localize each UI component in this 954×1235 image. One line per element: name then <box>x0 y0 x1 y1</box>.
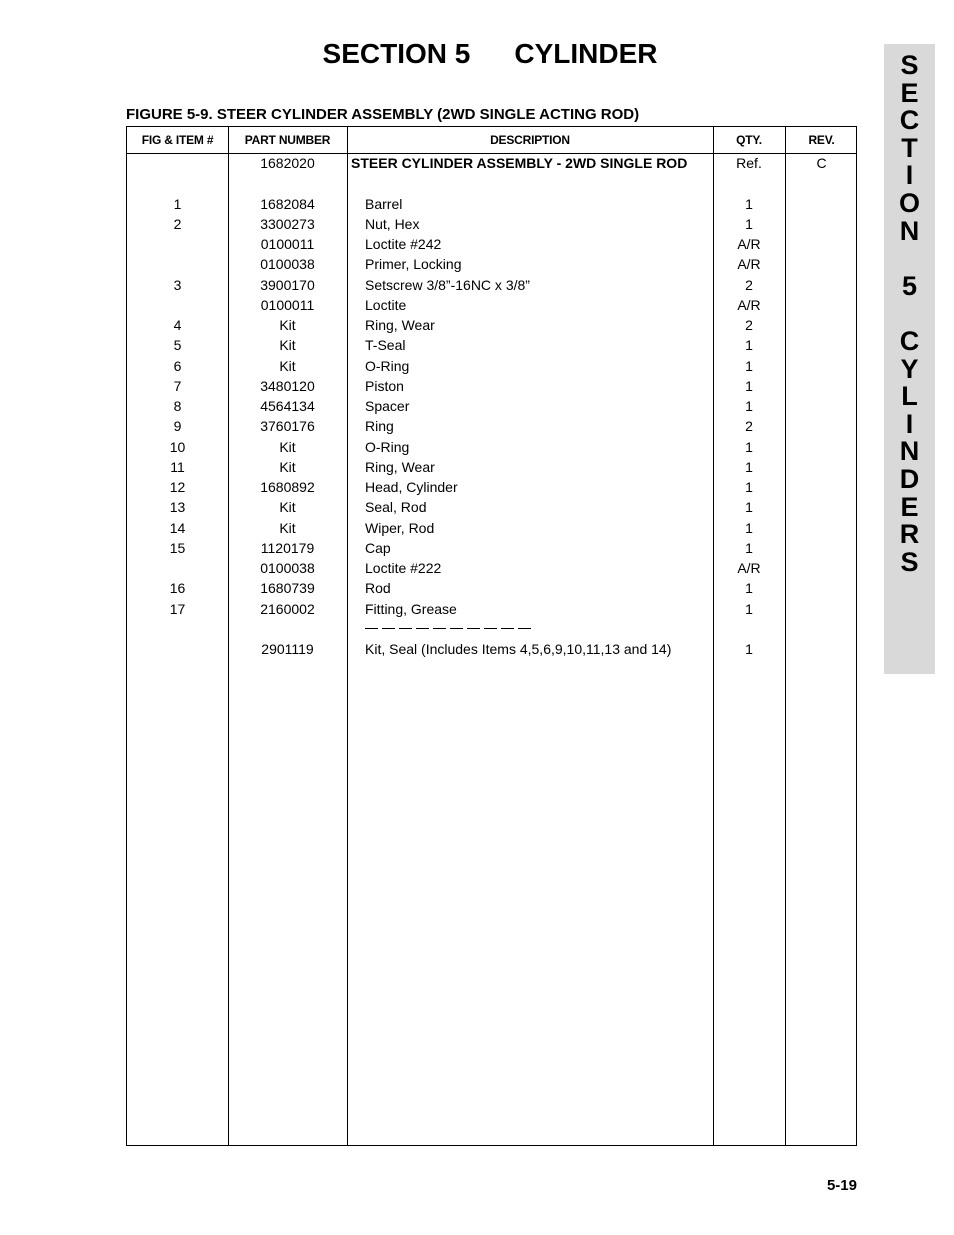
cell-qty: 1 <box>745 600 753 617</box>
cell-item: 10 <box>169 438 186 455</box>
cell-description: Fitting, Grease <box>365 600 457 617</box>
cell-qty: 1 <box>745 580 753 597</box>
cell-qty: 1 <box>745 499 753 516</box>
cell-part-number: 3900170 <box>260 276 315 293</box>
side-tab-letter: E <box>900 77 919 108</box>
cell-part-number: Kit <box>279 499 296 516</box>
dash-segment <box>450 628 463 629</box>
cell-description: Primer, Locking <box>365 256 462 273</box>
cell-qty: A/R <box>737 256 761 273</box>
cell-item: 4 <box>173 317 182 333</box>
cell-part-number: 1682020 <box>260 155 315 171</box>
cell-item: 15 <box>169 539 186 556</box>
side-tab-letter: E <box>900 491 919 522</box>
cell-item: 3 <box>173 276 182 293</box>
dash-segment <box>501 628 514 629</box>
table-row <box>127 479 858 499</box>
side-tab-letter: O <box>898 187 920 218</box>
cell-item: 8 <box>173 398 182 414</box>
cell-part-number: 0100038 <box>260 560 315 576</box>
section-label: SECTION 5 <box>322 38 471 69</box>
cell-qty: 1 <box>745 215 753 232</box>
parts-table <box>126 126 857 1146</box>
cell-description: Loctite #242 <box>365 236 442 252</box>
section-name: CYLINDER <box>514 38 658 69</box>
column-header-part-number: PART NUMBER <box>244 133 331 147</box>
cell-part-number: 0100011 <box>260 296 315 313</box>
cell-part-number: Kit <box>279 438 296 455</box>
cell-item: 7 <box>173 377 182 394</box>
side-tab-letter: I <box>905 408 914 439</box>
cell-qty: A/R <box>737 560 761 576</box>
cell-part-number: 1680892 <box>260 479 315 495</box>
cell-item: 17 <box>169 600 186 617</box>
cell-part-number: 2901119 <box>261 641 314 657</box>
side-tab-letter <box>884 245 935 273</box>
column-header-description: DESCRIPTION <box>490 133 570 147</box>
cell-description: Head, Cylinder <box>365 479 458 495</box>
cell-part-number: Kit <box>279 458 296 475</box>
cell-qty: 2 <box>745 276 753 293</box>
cell-part-number: 3760176 <box>260 418 315 435</box>
side-tab-letter: I <box>905 160 914 191</box>
cell-description: Barrel <box>365 195 403 212</box>
table-row <box>127 439 858 459</box>
cell-item: 16 <box>169 580 186 597</box>
cell-qty: 1 <box>745 357 753 374</box>
cell-part-number: Kit <box>279 337 296 354</box>
table-row <box>127 560 858 580</box>
dash-segment <box>467 628 480 629</box>
side-tab-letter: S <box>900 546 919 577</box>
table-row <box>127 621 858 641</box>
section-side-tab <box>884 44 935 674</box>
side-tab-letter: L <box>901 381 918 412</box>
cell-part-number: 1680739 <box>260 580 315 597</box>
table-row <box>127 196 858 216</box>
cell-qty: 1 <box>745 337 753 354</box>
cell-description: Nut, Hex <box>365 215 420 232</box>
cell-qty: A/R <box>737 236 761 252</box>
cell-item: 13 <box>169 499 186 516</box>
cell-qty: Ref. <box>736 155 762 171</box>
side-tab-letter <box>884 300 935 328</box>
cell-description: T-Seal <box>365 337 406 354</box>
table-row <box>127 641 858 661</box>
side-tab-letter: 5 <box>901 270 918 301</box>
cell-description: Spacer <box>365 398 410 414</box>
table-row <box>127 277 858 297</box>
table-row <box>127 418 858 438</box>
dash-segment <box>416 628 429 629</box>
cell-description: O-Ring <box>365 438 410 455</box>
table-row <box>127 216 858 236</box>
cell-item: 11 <box>170 458 185 475</box>
cell-part-number: 0100011 <box>260 236 315 252</box>
table-row <box>127 540 858 560</box>
cell-item: 9 <box>173 418 182 435</box>
figure-title: FIGURE 5-9. STEER CYLINDER ASSEMBLY (2WD SINGLE ACTING ROD) <box>126 106 640 123</box>
table-row <box>127 499 858 519</box>
cell-description: Ring, Wear <box>365 458 435 475</box>
table-row <box>127 398 858 418</box>
cell-item: 1 <box>173 195 182 212</box>
column-header-rev: REV. <box>808 133 835 147</box>
cell-qty: 1 <box>745 458 753 475</box>
side-tab-letter: C <box>899 105 920 136</box>
cell-part-number: 1682084 <box>260 195 315 212</box>
cell-description: Loctite <box>365 296 407 313</box>
cell-item: 5 <box>173 337 182 354</box>
cell-description: O-Ring <box>365 357 410 374</box>
dash-segment <box>433 628 446 629</box>
column-header-item: FIG & ITEM # <box>141 133 214 147</box>
cell-qty: 1 <box>745 438 753 455</box>
cell-qty: 2 <box>745 317 753 333</box>
side-tab-letter: N <box>899 436 920 467</box>
cell-part-number: Kit <box>279 317 296 333</box>
table-row <box>127 459 858 479</box>
cell-qty: 1 <box>745 479 753 495</box>
cell-qty: 1 <box>745 398 753 414</box>
cell-qty: 1 <box>745 539 753 556</box>
header-divider <box>127 153 856 154</box>
table-row <box>127 236 858 256</box>
cell-description: Loctite #222 <box>365 560 442 576</box>
dash-segment <box>399 628 412 629</box>
dash-segment <box>518 628 531 629</box>
table-row <box>127 378 858 398</box>
side-tab-letter: T <box>901 132 918 163</box>
table-row <box>127 337 858 357</box>
cell-part-number: 1120179 <box>260 539 315 556</box>
cell-description: STEER CYLINDER ASSEMBLY - 2WD SINGLE ROD <box>351 155 688 171</box>
cell-qty: 1 <box>745 519 753 536</box>
cell-qty: A/R <box>737 296 761 313</box>
column-header-qty: QTY. <box>736 133 762 147</box>
cell-item: 12 <box>169 479 186 495</box>
table-body <box>127 155 858 661</box>
table-row <box>127 358 858 378</box>
side-tab-letter: S <box>900 50 919 80</box>
dash-segment <box>365 628 378 629</box>
cell-description: Kit, Seal (Includes Items 4,5,6,9,10,11,13 and 14) <box>365 641 672 657</box>
cell-description: Setscrew 3/8”-16NC x 3/8” <box>365 276 530 293</box>
cell-description: Seal, Rod <box>365 499 427 516</box>
cell-description: Wiper, Rod <box>365 519 435 536</box>
side-tab-letter: R <box>899 519 920 550</box>
cell-item: 2 <box>173 215 182 232</box>
cell-part-number: 4564134 <box>260 398 315 414</box>
cell-part-number: 0100038 <box>260 256 315 273</box>
side-tab-letter: D <box>899 463 920 494</box>
cell-item: 14 <box>169 519 186 536</box>
cell-part-number: Kit <box>279 357 296 374</box>
table-row <box>127 317 858 337</box>
section-title <box>0 38 954 70</box>
cell-part-number: 3480120 <box>260 377 315 394</box>
cell-description: Rod <box>365 580 391 597</box>
cell-part-number: 2160002 <box>260 600 315 617</box>
table-row <box>127 520 858 540</box>
dash-segment <box>484 628 497 629</box>
cell-description: Piston <box>365 377 404 394</box>
cell-item: 6 <box>173 357 182 374</box>
side-tab-letter: C <box>899 325 920 356</box>
cell-description: Ring, Wear <box>365 317 435 333</box>
side-tab-letters <box>884 52 935 576</box>
table-row <box>127 601 858 621</box>
cell-qty: 1 <box>745 377 753 394</box>
cell-description: Ring <box>365 418 394 435</box>
table-row <box>127 297 858 317</box>
cell-description: Cap <box>365 539 391 556</box>
table-row <box>127 175 858 195</box>
page-number: 5-19 <box>826 1177 857 1194</box>
cell-part-number: Kit <box>279 519 296 536</box>
table-row <box>127 155 858 175</box>
cell-part-number: 3300273 <box>260 215 315 232</box>
side-tab-letter: N <box>899 215 920 246</box>
cell-qty: 1 <box>745 641 753 657</box>
cell-qty: 2 <box>745 418 753 435</box>
dash-segment <box>382 628 395 629</box>
cell-qty: 1 <box>745 195 753 212</box>
table-row <box>127 256 858 276</box>
table-row <box>127 580 858 600</box>
dashed-separator <box>365 628 531 629</box>
side-tab-letter: Y <box>900 353 919 384</box>
cell-rev: C <box>816 155 827 171</box>
